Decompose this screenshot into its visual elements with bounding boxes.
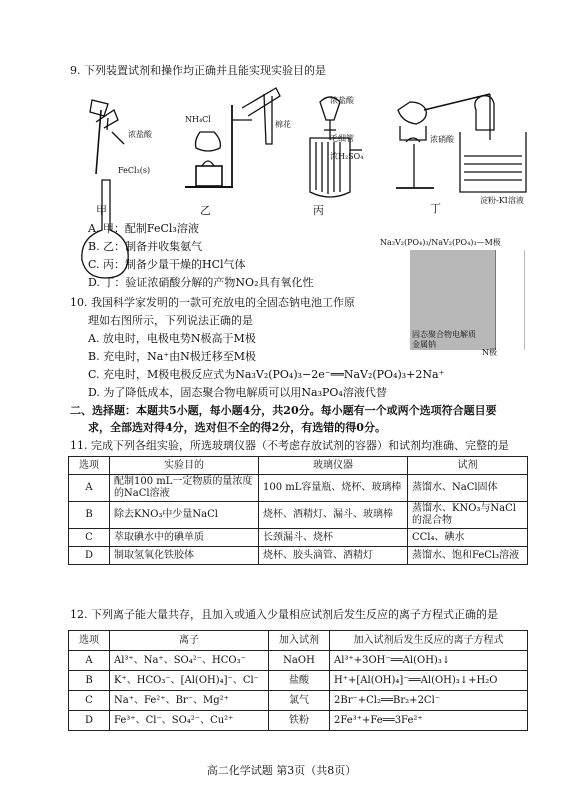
- table-cell: C: [69, 529, 110, 547]
- battery-n-label: N极: [482, 348, 497, 357]
- battery-metal-label: 金属钠: [412, 340, 436, 349]
- q11-header-reagent: 试剂: [408, 457, 528, 475]
- label-jia-fecl3: FeCl₃(s): [118, 166, 151, 175]
- battery-m-label: Na₃V₂(PO₄)₃/NaV₂(PO₄)₃—M极: [380, 238, 501, 247]
- table-cell: 盐酸: [269, 671, 330, 691]
- table-cell: C: [69, 691, 110, 711]
- q12-stem: 12. 下列离子能大量共存，且加入或通入少量相应试剂后发生反应的离子方程式正确的是: [70, 608, 498, 621]
- q12-header-ions: 离子: [110, 631, 269, 651]
- q9-option-d: D. 丁：验证浓硝酸分解的产物NO₂具有氧化性: [88, 276, 314, 289]
- table-cell: Al³⁺、Na⁺、SO₄²⁻、HCO₃⁻: [110, 651, 269, 671]
- label-yi-cotton: 棉花: [275, 120, 291, 129]
- q11-table: [68, 456, 528, 565]
- table-cell: 蒸馏水、KNO₃与NaCl的混合物: [408, 502, 528, 529]
- q9-option-c: C. 丙：制备少量干燥的HCl气体: [88, 258, 246, 271]
- table-cell: 除去KNO₃中少量NaCl: [110, 502, 259, 529]
- q12-table: [68, 630, 528, 731]
- table-cell: H⁺+[Al(OH)₄]⁻══Al(OH)₃↓+H₂O: [330, 671, 528, 691]
- page-footer: 高二化学试题 第3页（共8页）: [206, 764, 357, 777]
- table-cell: 100 mL容量瓶、烧杯、玻璃棒: [259, 475, 408, 502]
- table-cell: NaOH: [269, 651, 330, 671]
- label-ding-ki: 淀粉-KI溶液: [480, 196, 524, 205]
- table-cell: 制取氢氧化铁胶体: [110, 547, 259, 565]
- table-cell: Fe³⁺、Cl⁻、SO₄²⁻、Cu²⁺: [110, 711, 269, 731]
- q9-option-b: B. 乙：制备并收集氨气: [88, 240, 203, 253]
- table-cell: D: [69, 547, 110, 565]
- table-cell: 配制100 mL一定物质的量浓度的NaCl溶液: [110, 475, 259, 502]
- table-cell: 萃取碘水中的碘单质: [110, 529, 259, 547]
- section2-line1: 二、选择题：本题共5小题，每小题4分，共20分。每小题有一个或两个选项符合题目要: [70, 404, 497, 417]
- table-row: [69, 547, 528, 565]
- label-jia-hcl: 浓盐酸: [128, 130, 152, 139]
- label-yi-nh4cl: NH₄Cl: [185, 115, 211, 124]
- table-cell: A: [69, 475, 110, 502]
- q9-option-a: A. 甲：配制FeCl₃溶液: [88, 222, 199, 235]
- section2-line2: 求，全部选对得4分，选对但不全的得2分，有选错的得0分。: [88, 421, 386, 434]
- caption-jia: 甲: [96, 204, 107, 217]
- table-cell: B: [69, 502, 110, 529]
- table-cell: 烧杯、酒精灯、漏斗、玻璃棒: [259, 502, 408, 529]
- q12-header-equation: 加入试剂后发生反应的离子方程式: [330, 631, 528, 651]
- q11-stem: 11. 完成下列各组实验，所选玻璃仪器（不考虑存放试剂的容器）和试剂均准确、完整的是: [70, 439, 509, 452]
- table-cell: A: [69, 651, 110, 671]
- q10-option-b: B. 充电时，Na⁺由N极迁移至M极: [88, 350, 256, 363]
- table-cell: 蒸馏水、饱和FeCl₃溶液: [408, 547, 528, 565]
- table-cell: B: [69, 671, 110, 691]
- label-bing-capillary: 毛细管: [330, 134, 354, 143]
- q12-header-reagent: 加入试剂: [269, 631, 330, 651]
- q9-stem: 9. 下列装置试剂和操作均正确并且能实现实验目的是: [70, 64, 326, 77]
- caption-yi: 乙: [200, 204, 211, 217]
- q12-header-option: 选项: [69, 631, 110, 651]
- table-cell: 蒸馏水、NaCl固体: [408, 475, 528, 502]
- table-cell: 2Fe³⁺+Fe══3Fe²⁺: [330, 711, 528, 731]
- label-ding-hno3: 浓硝酸: [430, 135, 454, 144]
- q10-option-a: A. 放电时，电极电势N极高于M极: [88, 332, 256, 345]
- table-cell: D: [69, 711, 110, 731]
- table-cell: CCl₄、碘水: [408, 529, 528, 547]
- table-row: [69, 529, 528, 547]
- q11-header-option: 选项: [69, 457, 110, 475]
- label-bing-hcl: 浓盐酸: [330, 96, 354, 105]
- table-cell: Al³⁺+3OH⁻══Al(OH)₃↓: [330, 651, 528, 671]
- battery-poly-label: 固态聚合物电解质: [412, 330, 476, 339]
- table-cell: 氯气: [269, 691, 330, 711]
- q11-header-purpose: 实验目的: [110, 457, 259, 475]
- table-row: [69, 651, 528, 671]
- caption-ding: 丁: [430, 202, 441, 215]
- table-row: [69, 475, 528, 502]
- table-cell: 长颈漏斗、烧杯: [259, 529, 408, 547]
- table-cell: 铁粉: [269, 711, 330, 731]
- table-row: [69, 671, 528, 691]
- q11-header-glassware: 玻璃仪器: [259, 457, 408, 475]
- table-row: [69, 711, 528, 731]
- q10-stem-2: 理如右图所示，下列说法正确的是: [88, 314, 253, 327]
- table-row: [69, 691, 528, 711]
- table-cell: 烧杯、胶头滴管、酒精灯: [259, 547, 408, 565]
- q10-stem-1: 10. 我国科学家发明的一款可充放电的全固态钠电池工作原: [70, 296, 355, 309]
- table-cell: Na⁺、Fe²⁺、Br⁻、Mg²⁺: [110, 691, 269, 711]
- label-bing-h2so4: 浓H₂SO₄: [330, 152, 364, 161]
- q10-option-c: C. 充电时，M极电极反应式为Na₃V₂(PO₄)₃−2e⁻══NaV₂(PO₄)₃+2Na⁺: [88, 368, 445, 381]
- battery-collector: [495, 250, 524, 350]
- table-row: [69, 502, 528, 529]
- q10-option-d: D. 为了降低成本，固态聚合物电解质可以用Na₃PO₄溶液代替: [88, 386, 387, 399]
- caption-bing: 丙: [313, 204, 324, 217]
- table-cell: 2Br⁻+Cl₂══Br₂+2Cl⁻: [330, 691, 528, 711]
- table-cell: K⁺、HCO₃⁻、[Al(OH)₄]⁻、Cl⁻: [110, 671, 269, 691]
